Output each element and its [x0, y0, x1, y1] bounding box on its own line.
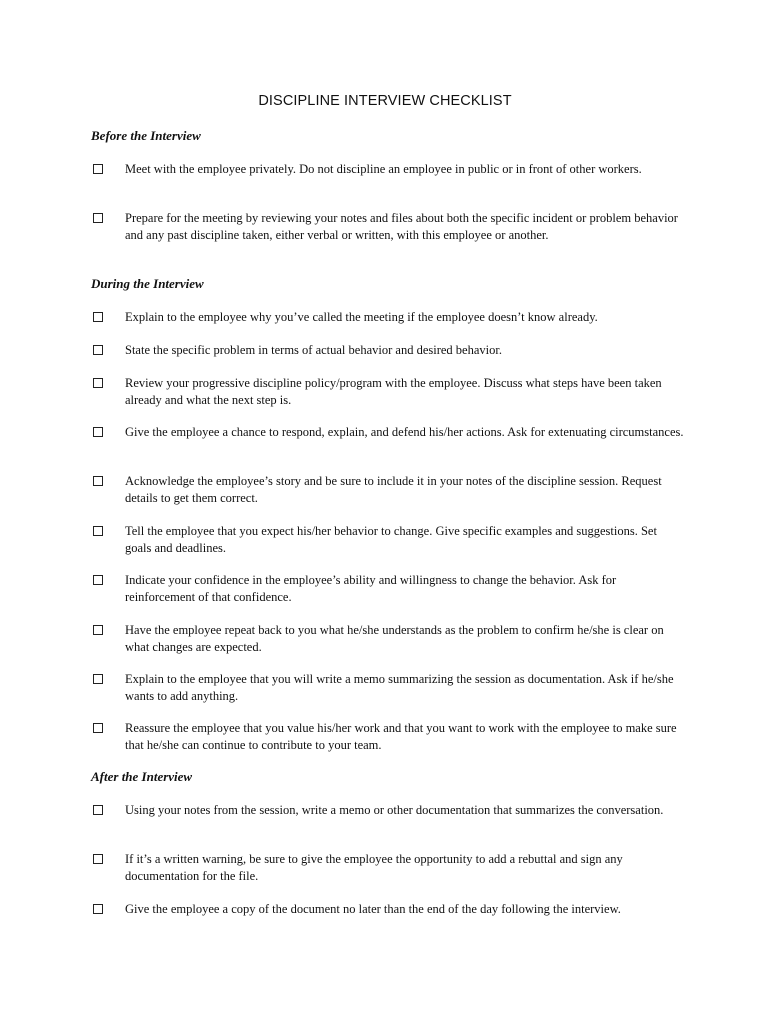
checklist-item-text: Acknowledge the employee’s story and be sure to include it in your notes of the discipline session. Request details to get them correct. — [125, 474, 662, 505]
checkbox-icon[interactable] — [93, 378, 103, 388]
section-heading-during: During the Interview — [91, 276, 204, 291]
checkbox-icon[interactable] — [93, 526, 103, 536]
checkbox-icon[interactable] — [93, 854, 103, 864]
checklist-item-text: Review your progressive discipline policy/program with the employee. Discuss what steps have been taken already and what the next step is. — [125, 376, 662, 407]
document-title: DISCIPLINE INTERVIEW CHECKLIST — [258, 93, 512, 109]
checklist-item-text: Give the employee a copy of the document no later than the end of the day following the interview. — [125, 902, 621, 916]
checklist-item-text: Explain to the employee that you will write a memo summarizing the session as documentation. Ask if he/she wants to add anything. — [125, 672, 674, 703]
checkbox-icon[interactable] — [93, 164, 103, 174]
checkbox-icon[interactable] — [93, 476, 103, 486]
checklist-item-text: Indicate your confidence in the employee’s ability and willingness to change the behavior. Ask for reinforcement of that confidence. — [125, 573, 617, 604]
checklist-item-text: State the specific problem in terms of actual behavior and desired behavior. — [125, 343, 502, 357]
checkbox-icon[interactable] — [93, 345, 103, 355]
checkbox-icon[interactable] — [93, 427, 103, 437]
checkbox-icon[interactable] — [93, 674, 103, 684]
checklist-item-text: Tell the employee that you expect his/her behavior to change. Give specific examples and suggestions. Set goals and deadlines. — [125, 524, 657, 555]
checkbox-icon[interactable] — [93, 805, 103, 815]
checklist-item-text: If it’s a written warning, be sure to give the employee the opportunity to add a rebuttal and sign any documentation for the file. — [125, 852, 623, 883]
checkbox-icon[interactable] — [93, 575, 103, 585]
checkbox-icon[interactable] — [93, 213, 103, 223]
checkbox-icon[interactable] — [93, 625, 103, 635]
checklist-item-text: Prepare for the meeting by reviewing your notes and files about both the specific incident or problem behavior and any past discipline taken, either verbal or written, with this employee or another. — [125, 211, 678, 242]
checklist-item-text: Using your notes from the session, write a memo or other documentation that summarizes the conversation. — [125, 803, 664, 817]
checklist-item-text: Have the employee repeat back to you what he/she understands as the problem to confirm he/she is clear on what changes are expected. — [125, 623, 664, 654]
checkbox-icon[interactable] — [93, 723, 103, 733]
checklist-item-text: Meet with the employee privately. Do not discipline an employee in public or in front of other workers. — [125, 162, 642, 176]
checklist-item-text: Explain to the employee why you’ve called the meeting if the employee doesn’t know already. — [125, 310, 598, 324]
checkbox-icon[interactable] — [93, 312, 103, 322]
checklist-item-text: Reassure the employee that you value his/her work and that you want to work with the employee to make sure that he/she can continue to contribute to your team. — [125, 721, 677, 752]
section-heading-after: After the Interview — [91, 769, 193, 784]
checkbox-icon[interactable] — [93, 904, 103, 914]
section-heading-before: Before the Interview — [91, 128, 201, 143]
checklist-item-text: Give the employee a chance to respond, explain, and defend his/her actions. Ask for extenuating circumstances. — [125, 425, 684, 439]
